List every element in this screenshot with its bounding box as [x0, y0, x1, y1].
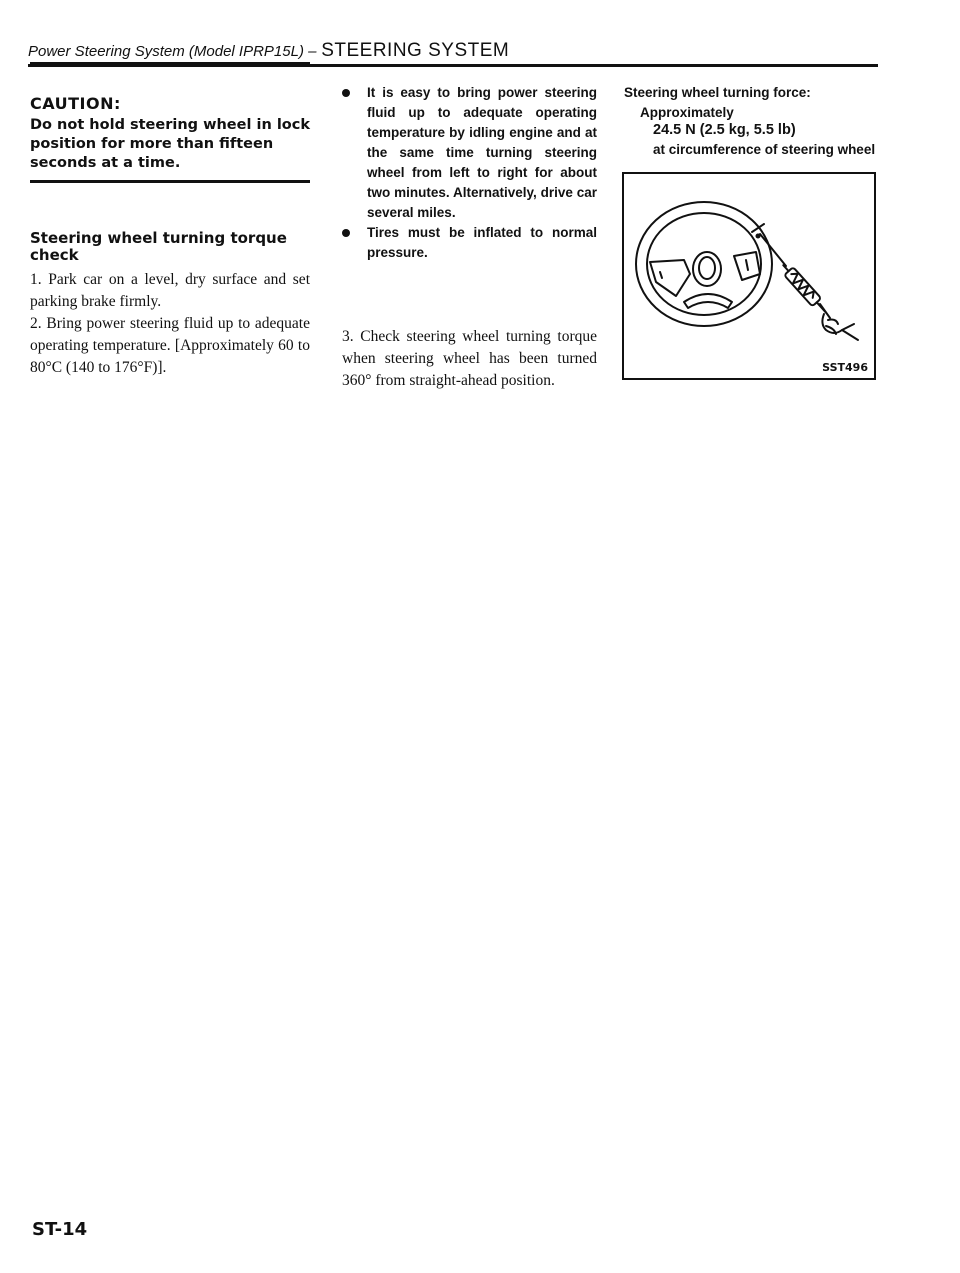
- spec-approx: Approximately: [640, 105, 734, 120]
- step-3: 3. Check steering wheel turning torque when steering wheel has been turned 360° from straight-ahead position.: [342, 328, 597, 389]
- bullet-dot-icon: [342, 89, 350, 97]
- header-title-caps: STEERING SYSTEM: [321, 40, 510, 61]
- note-item: [342, 83, 597, 223]
- torque-check-steps: [30, 269, 310, 379]
- figure-code: SST496: [822, 361, 868, 374]
- note-text: Tires must be inflated to normal pressure.: [367, 225, 597, 260]
- steering-wheel-spring-scale-icon: [624, 174, 878, 382]
- section-heading: Steering wheel turning torque check: [30, 229, 287, 264]
- caution-title: CAUTION:: [30, 94, 121, 113]
- caution-text: Do not hold steering wheel in lock position for more than fifteen seconds at a time.: [30, 117, 311, 171]
- spec-label: Steering wheel turning force:: [624, 85, 811, 100]
- note-item: [342, 223, 597, 263]
- page-number: ST-14: [32, 1219, 88, 1240]
- header-title-italic: Power Steering System (Model IPRP15L) –: [28, 43, 317, 60]
- spec-where: at circumference of steering wheel: [653, 142, 876, 157]
- step-1: 1. Park car on a level, dry surface and set parking brake firmly.: [30, 271, 310, 310]
- caution-bottom-rule: [30, 180, 310, 183]
- caution-top-rule: [30, 62, 310, 65]
- page-header-title: [28, 40, 509, 62]
- bullet-dot-icon: [342, 229, 350, 237]
- spec-value: 24.5 N (2.5 kg, 5.5 lb): [653, 122, 796, 138]
- notes-list: [342, 83, 597, 263]
- figure-box: [622, 172, 876, 380]
- note-text: It is easy to bring power steering fluid up to adequate operating temperature by idling engine and at the same time turning steering wheel from left to right for about two minutes. Alternatively, drive car several miles.: [367, 85, 597, 220]
- hook-point-icon: [756, 234, 761, 239]
- step-2: 2. Bring power steering fluid up to adequate operating temperature. [Approximately 60 to 80°C (140 to 176°F)].: [30, 315, 310, 376]
